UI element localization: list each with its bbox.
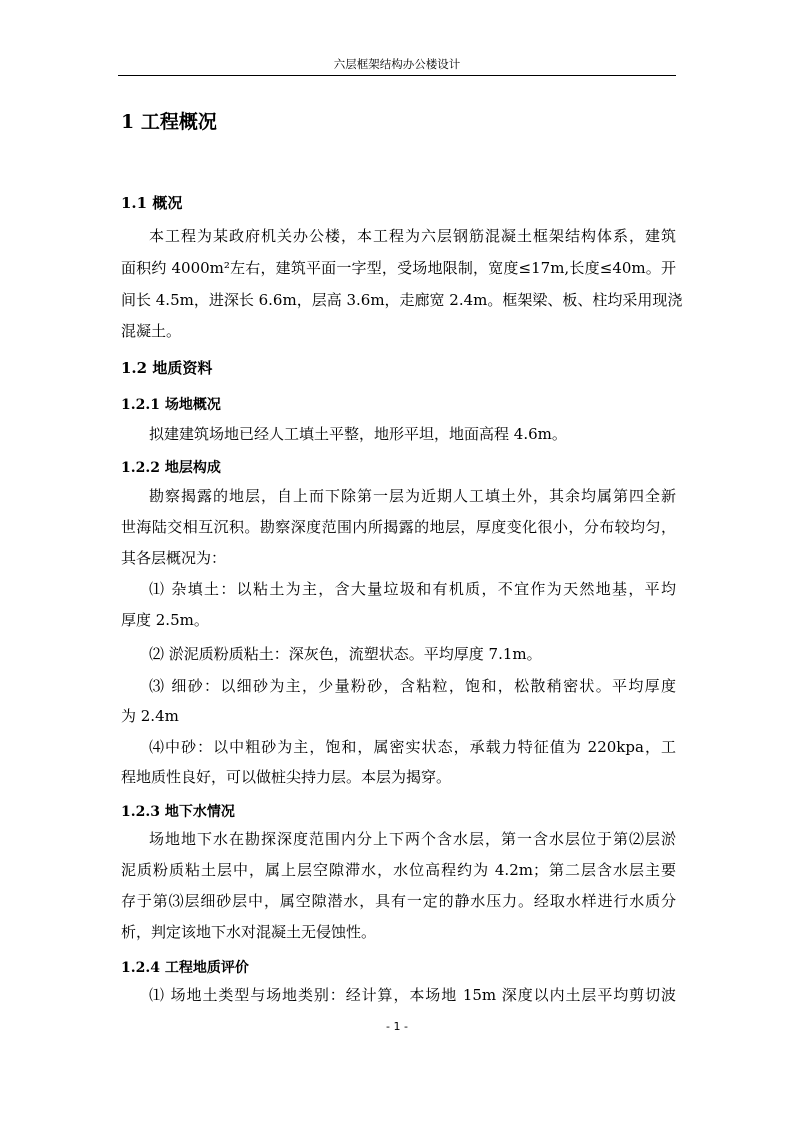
paragraph-line: 泥质粉质粘土层中，属上层空隙滞水，水位高程约为 4.2m；第二层含水层主要 bbox=[121, 861, 676, 879]
paragraph-line: ⑴ 场地土类型与场地类别：经计算，本场地 15m 深度以内土层平均剪切波 bbox=[149, 986, 676, 1004]
subsection-heading-1-2-1: 1.2.1 场地概况 bbox=[121, 397, 221, 413]
paragraph-line: 场地地下水在勘探深度范围内分上下两个含水层，第一含水层位于第⑵层淤 bbox=[149, 830, 676, 848]
paragraph-line: 间长 4.5m，进深长 6.6m，层高 3.6m，走廊宽 2.4m。框架梁、板、柱均采用现浇 bbox=[121, 291, 683, 309]
paragraph-line: 为 2.4m bbox=[121, 707, 179, 725]
page-number: - 1 - bbox=[386, 1020, 408, 1033]
header-rule bbox=[118, 75, 676, 76]
paragraph-line: 勘察揭露的地层，自上而下除第一层为近期人工填土外，其余均属第四全新 bbox=[149, 487, 676, 505]
paragraph-line: ⑶ 细砂：以细砂为主，少量粉砂，含粘粒，饱和，松散稍密状。平均厚度 bbox=[149, 677, 676, 695]
paragraph-line: 面积约 4000m²左右，建筑平面一字型，受场地限制，宽度≤17m,长度≤40m。开 bbox=[121, 259, 676, 277]
section-heading-1-2: 1.2 地质资料 bbox=[121, 359, 213, 377]
paragraph-line: 本工程为某政府机关办公楼，本工程为六层钢筋混凝土框架结构体系，建筑 bbox=[149, 227, 676, 245]
paragraph-line: 混凝土。 bbox=[121, 322, 182, 340]
subsection-heading-1-2-4: 1.2.4 工程地质评价 bbox=[121, 960, 249, 976]
paragraph-line: ⑷中砂：以中粗砂为主，饱和，属密实状态，承载力特征值为 220kpa，工 bbox=[149, 738, 676, 756]
paragraph-line: ⑴ 杂填土：以粘土为主，含大量垃圾和有机质，不宜作为天然地基，平均 bbox=[149, 580, 676, 598]
paragraph-line: 世海陆交相互沉积。勘察深度范围内所揭露的地层，厚度变化很小，分布较均匀， bbox=[121, 518, 676, 536]
paragraph-line: ⑵ 淤泥质粉质粘土：深灰色，流塑状态。平均厚度 7.1m。 bbox=[149, 645, 542, 663]
subsection-heading-1-2-2: 1.2.2 地层构成 bbox=[121, 460, 221, 476]
paragraph-line: 程地质性良好，可以做桩尖持力层。本层为揭穿。 bbox=[121, 768, 452, 786]
paragraph-line: 析，判定该地下水对混凝土无侵蚀性。 bbox=[121, 923, 377, 941]
paragraph-line: 存于第⑶层细砂层中，属空隙潜水，具有一定的静水压力。经取水样进行水质分 bbox=[121, 892, 676, 910]
section-heading-1-1: 1.1 概况 bbox=[121, 194, 183, 212]
page-header: 六层框架结构办公楼设计 bbox=[333, 57, 461, 71]
chapter-title: 1 工程概况 bbox=[121, 111, 217, 133]
paragraph-line: 厚度 2.5m。 bbox=[121, 611, 209, 629]
paragraph-line: 其各层概况为： bbox=[121, 549, 227, 567]
paragraph-line: 拟建建筑场地已经人工填土平整，地形平坦，地面高程 4.6m。 bbox=[149, 425, 567, 443]
subsection-heading-1-2-3: 1.2.3 地下水情况 bbox=[121, 804, 235, 820]
